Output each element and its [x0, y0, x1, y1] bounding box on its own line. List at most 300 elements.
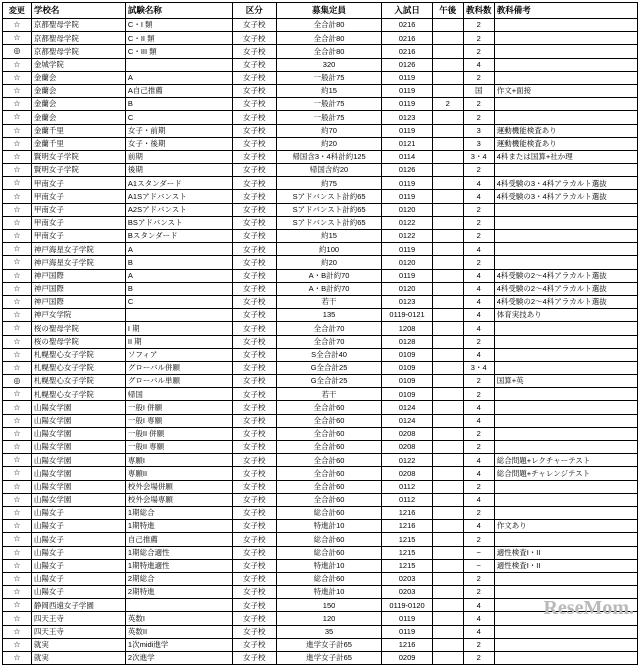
table-row [3, 71, 638, 84]
cell-change: ◎ [3, 45, 32, 58]
cell-subject-count: 2 [463, 98, 494, 111]
cell-exam-name: 1期総合適性 [125, 546, 232, 559]
cell-exam-date: 0124 [382, 414, 432, 427]
cell-exam-date: 0119 [382, 71, 432, 84]
cell-school: 札幌聖心女子学院 [31, 348, 125, 361]
cell-change: ☆ [3, 150, 32, 163]
cell-afternoon [432, 111, 463, 124]
cell-exam-name: A2Sアドバンスト [125, 203, 232, 216]
cell-type: 女子校 [232, 71, 276, 84]
cell-subject-note [494, 401, 637, 414]
cell-subject-note [494, 216, 637, 229]
cell-school: 四天王寺 [31, 612, 125, 625]
cell-type: 女子校 [232, 533, 276, 546]
cell-school: 金城学院 [31, 58, 125, 71]
cell-afternoon [432, 190, 463, 203]
cell-afternoon [432, 361, 463, 374]
cell-subject-count: 2 [463, 427, 494, 440]
cell-subject-count: 2 [463, 375, 494, 388]
cell-exam-date: 1216 [382, 506, 432, 519]
cell-quota: A・B計約70 [276, 269, 382, 282]
cell-type: 女子校 [232, 559, 276, 572]
cell-subject-count: 3 [463, 137, 494, 150]
cell-exam-date: 0109 [382, 388, 432, 401]
cell-afternoon [432, 150, 463, 163]
cell-subject-count: 2 [463, 652, 494, 665]
cell-subject-note [494, 98, 637, 111]
cell-change: ☆ [3, 599, 32, 612]
cell-exam-name: B [125, 98, 232, 111]
cell-quota: 約70 [276, 124, 382, 137]
cell-afternoon [432, 638, 463, 651]
cell-change: ☆ [3, 480, 32, 493]
cell-afternoon [432, 164, 463, 177]
cell-school: 就実 [31, 638, 125, 651]
cell-subject-note [494, 388, 637, 401]
table-row [3, 454, 638, 467]
cell-school: 桜の聖母学院 [31, 322, 125, 335]
table-row [3, 335, 638, 348]
cell-exam-date: 0120 [382, 256, 432, 269]
cell-exam-name [125, 309, 232, 322]
cell-exam-name: B [125, 282, 232, 295]
cell-exam-date: 0122 [382, 230, 432, 243]
table-row [3, 19, 638, 32]
cell-quota: A・B計約70 [276, 282, 382, 295]
cell-subject-count: 4 [463, 190, 494, 203]
cell-quota: 120 [276, 612, 382, 625]
cell-quota: Sアドバンスト計約65 [276, 190, 382, 203]
cell-afternoon [432, 322, 463, 335]
table-row [3, 256, 638, 269]
cell-exam-date: 0119 [382, 243, 432, 256]
cell-afternoon [432, 177, 463, 190]
cell-afternoon [432, 19, 463, 32]
cell-quota: 全合計80 [276, 45, 382, 58]
cell-type: 女子校 [232, 612, 276, 625]
cell-exam-name: 後期 [125, 164, 232, 177]
cell-subject-count: 4 [463, 520, 494, 533]
cell-subject-note: 運動機能検査あり [494, 124, 637, 137]
cell-quota: G全合計25 [276, 361, 382, 374]
cell-school: 金蘭千里 [31, 124, 125, 137]
cell-exam-name: A [125, 243, 232, 256]
table-row [3, 295, 638, 308]
table-row [3, 652, 638, 665]
cell-afternoon [432, 586, 463, 599]
cell-afternoon [432, 441, 463, 454]
cell-quota: Sアドバンスト計約65 [276, 216, 382, 229]
cell-subject-note: 国算+英 [494, 375, 637, 388]
table-row [3, 164, 638, 177]
cell-type: 女子校 [232, 599, 276, 612]
cell-type: 女子校 [232, 572, 276, 585]
cell-exam-name: 女子・前期 [125, 124, 232, 137]
cell-change: ☆ [3, 612, 32, 625]
cell-exam-date: 0123 [382, 295, 432, 308]
cell-afternoon [432, 520, 463, 533]
table-row [3, 401, 638, 414]
cell-subject-count: − [463, 546, 494, 559]
cell-change: ☆ [3, 98, 32, 111]
cell-exam-name: B [125, 256, 232, 269]
cell-exam-date: 0119 [382, 98, 432, 111]
cell-school: 山陽女学園 [31, 401, 125, 414]
cell-exam-date: 0203 [382, 572, 432, 585]
cell-quota: 約100 [276, 243, 382, 256]
cell-exam-date: 0120 [382, 282, 432, 295]
cell-quota: 全合計70 [276, 335, 382, 348]
cell-type: 女子校 [232, 111, 276, 124]
cell-quota: 特進計10 [276, 520, 382, 533]
cell-change: ☆ [3, 164, 32, 177]
cell-type: 女子校 [232, 58, 276, 71]
cell-exam-date: 0203 [382, 586, 432, 599]
cell-quota: 総合計60 [276, 506, 382, 519]
cell-afternoon: 2 [432, 98, 463, 111]
cell-change: ☆ [3, 586, 32, 599]
cell-subject-note: 4科受験の3・4科アラカルト選抜 [494, 190, 637, 203]
table-row [3, 546, 638, 559]
cell-exam-date: 0122 [382, 454, 432, 467]
table-row [3, 493, 638, 506]
cell-subject-note: 4科受験の3・4科アラカルト選抜 [494, 177, 637, 190]
cell-exam-name: 一般I 専願 [125, 414, 232, 427]
cell-subject-note [494, 19, 637, 32]
column-header-subject-count: 教科数 [463, 3, 494, 19]
cell-quota: 若干 [276, 388, 382, 401]
cell-quota: 全合計60 [276, 480, 382, 493]
table-row [3, 269, 638, 282]
cell-exam-name: BSアドバンスト [125, 216, 232, 229]
cell-change: ☆ [3, 137, 32, 150]
table-row [3, 480, 638, 493]
cell-change: ☆ [3, 467, 32, 480]
cell-change: ☆ [3, 361, 32, 374]
cell-subject-count: 4 [463, 322, 494, 335]
cell-type: 女子校 [232, 375, 276, 388]
cell-type: 女子校 [232, 164, 276, 177]
cell-exam-date: 0208 [382, 427, 432, 440]
cell-quota: 35 [276, 625, 382, 638]
cell-school: 甲南女子 [31, 216, 125, 229]
cell-school: 甲南女子 [31, 230, 125, 243]
cell-exam-date: 0208 [382, 467, 432, 480]
cell-exam-date: 0126 [382, 164, 432, 177]
cell-type: 女子校 [232, 309, 276, 322]
exam-schedule-table [2, 2, 638, 665]
schedule-table-page [0, 2, 640, 663]
cell-exam-name: C・III 類 [125, 45, 232, 58]
cell-subject-count: 2 [463, 19, 494, 32]
cell-exam-name: 前期 [125, 150, 232, 163]
cell-exam-date: 0208 [382, 441, 432, 454]
cell-exam-date: 1215 [382, 533, 432, 546]
cell-afternoon [432, 599, 463, 612]
table-row [3, 177, 638, 190]
table-row [3, 467, 638, 480]
cell-subject-note [494, 45, 637, 58]
cell-afternoon [432, 243, 463, 256]
cell-exam-name: 1次midi進学 [125, 638, 232, 651]
cell-exam-date: 0119 [382, 612, 432, 625]
cell-type: 女子校 [232, 124, 276, 137]
cell-afternoon [432, 348, 463, 361]
table-row [3, 599, 638, 612]
cell-afternoon [432, 335, 463, 348]
cell-subject-note: 体育実技あり [494, 309, 637, 322]
cell-quota: 全合計60 [276, 454, 382, 467]
cell-subject-note: 作文+面接 [494, 84, 637, 97]
cell-afternoon [432, 559, 463, 572]
cell-type: 女子校 [232, 427, 276, 440]
cell-change: ☆ [3, 493, 32, 506]
table-row [3, 612, 638, 625]
cell-exam-date: 0119 [382, 625, 432, 638]
cell-afternoon [432, 58, 463, 71]
column-header-exam-name: 試験名称 [125, 3, 232, 19]
cell-school: 金蘭千里 [31, 137, 125, 150]
cell-school: 札幌聖心女子学院 [31, 375, 125, 388]
cell-type: 女子校 [232, 322, 276, 335]
cell-quota: 総合計60 [276, 533, 382, 546]
cell-exam-date: 0109 [382, 348, 432, 361]
cell-change: ☆ [3, 454, 32, 467]
cell-type: 女子校 [232, 335, 276, 348]
cell-subject-count: 2 [463, 111, 494, 124]
column-header-subject-note: 教科備考 [494, 3, 637, 19]
cell-exam-name: 英数I [125, 612, 232, 625]
cell-afternoon [432, 546, 463, 559]
cell-school: 山陽女子 [31, 520, 125, 533]
cell-quota: 全合計60 [276, 467, 382, 480]
cell-afternoon [432, 625, 463, 638]
table-body [3, 19, 638, 665]
cell-quota: 帰国含3・4科計約125 [276, 150, 382, 163]
table-row [3, 203, 638, 216]
cell-exam-name: A1スタンダード [125, 177, 232, 190]
cell-exam-name: 帰国 [125, 388, 232, 401]
cell-subject-note [494, 361, 637, 374]
cell-subject-note [494, 441, 637, 454]
cell-type: 女子校 [232, 45, 276, 58]
cell-type: 女子校 [232, 401, 276, 414]
cell-exam-name: I 期 [125, 322, 232, 335]
cell-change: ☆ [3, 414, 32, 427]
table-row [3, 375, 638, 388]
cell-change: ☆ [3, 506, 32, 519]
cell-school: 甲南女子 [31, 190, 125, 203]
cell-subject-note [494, 322, 637, 335]
cell-change: ◎ [3, 375, 32, 388]
cell-exam-date: 0122 [382, 216, 432, 229]
cell-subject-count: − [463, 559, 494, 572]
cell-subject-count: 4 [463, 493, 494, 506]
cell-school: 山陽女学園 [31, 414, 125, 427]
cell-exam-date: 0112 [382, 480, 432, 493]
table-row [3, 520, 638, 533]
cell-subject-count: 4 [463, 58, 494, 71]
cell-change: ☆ [3, 625, 32, 638]
cell-exam-date: 0119-0121 [382, 309, 432, 322]
cell-change: ☆ [3, 309, 32, 322]
cell-subject-note [494, 71, 637, 84]
cell-afternoon [432, 84, 463, 97]
column-header-change: 変更 [3, 3, 32, 19]
cell-exam-date: 0120 [382, 203, 432, 216]
cell-school: 金蘭会 [31, 71, 125, 84]
cell-afternoon [432, 388, 463, 401]
cell-change: ☆ [3, 652, 32, 665]
cell-change: ☆ [3, 32, 32, 45]
cell-school: 京都聖母学院 [31, 45, 125, 58]
cell-quota: 若干 [276, 295, 382, 308]
cell-quota: 全合計80 [276, 19, 382, 32]
cell-school: 札幌聖心女子学院 [31, 361, 125, 374]
cell-subject-note [494, 230, 637, 243]
cell-quota: 帰国含約20 [276, 164, 382, 177]
cell-quota: 135 [276, 309, 382, 322]
cell-quota: 全合計60 [276, 441, 382, 454]
cell-school: 賢明女子学院 [31, 150, 125, 163]
cell-school: 神戸国際 [31, 295, 125, 308]
table-row [3, 533, 638, 546]
cell-exam-name: 一般II 専願 [125, 441, 232, 454]
cell-change: ☆ [3, 638, 32, 651]
cell-type: 女子校 [232, 388, 276, 401]
cell-change: ☆ [3, 19, 32, 32]
cell-type: 女子校 [232, 520, 276, 533]
cell-exam-name: C [125, 111, 232, 124]
cell-exam-date: 0119 [382, 190, 432, 203]
cell-quota: 総合計60 [276, 572, 382, 585]
cell-exam-date: 0112 [382, 493, 432, 506]
cell-change: ☆ [3, 190, 32, 203]
cell-subject-count: 4 [463, 467, 494, 480]
table-row [3, 322, 638, 335]
table-row [3, 32, 638, 45]
table-row [3, 124, 638, 137]
cell-change: ☆ [3, 58, 32, 71]
cell-school: 桜の聖母学院 [31, 335, 125, 348]
cell-subject-count: 4 [463, 269, 494, 282]
cell-exam-name [125, 58, 232, 71]
cell-afternoon [432, 652, 463, 665]
cell-exam-date: 0216 [382, 45, 432, 58]
cell-school: 山陽女学園 [31, 427, 125, 440]
column-header-school: 学校名 [31, 3, 125, 19]
cell-subject-note [494, 348, 637, 361]
cell-change: ☆ [3, 84, 32, 97]
cell-subject-note: 適性検査I・II [494, 546, 637, 559]
cell-subject-note [494, 652, 637, 665]
cell-subject-count: 4 [463, 295, 494, 308]
cell-exam-date: 0119-0120 [382, 599, 432, 612]
cell-afternoon [432, 295, 463, 308]
cell-quota: 約20 [276, 256, 382, 269]
cell-type: 女子校 [232, 32, 276, 45]
cell-afternoon [432, 427, 463, 440]
cell-exam-name: グローバル併願 [125, 361, 232, 374]
cell-subject-count: 4 [463, 348, 494, 361]
cell-change: ☆ [3, 243, 32, 256]
table-row [3, 414, 638, 427]
cell-quota: 約15 [276, 84, 382, 97]
cell-subject-count: 4 [463, 612, 494, 625]
cell-change: ☆ [3, 427, 32, 440]
cell-quota: 特進計10 [276, 586, 382, 599]
column-header-type: 区分 [232, 3, 276, 19]
table-row [3, 638, 638, 651]
cell-exam-name: 一般I 併願 [125, 401, 232, 414]
cell-school: 山陽女学園 [31, 441, 125, 454]
cell-exam-name: C [125, 295, 232, 308]
cell-quota: 約75 [276, 177, 382, 190]
table-row [3, 84, 638, 97]
cell-subject-note: 4科受験の2～4科アラカルト選抜 [494, 282, 637, 295]
cell-subject-count: 2 [463, 71, 494, 84]
table-row [3, 282, 638, 295]
cell-school: 山陽女子 [31, 572, 125, 585]
cell-subject-count: 2 [463, 441, 494, 454]
table-row [3, 361, 638, 374]
cell-exam-name: 1期特進 [125, 520, 232, 533]
cell-school: 山陽女学園 [31, 480, 125, 493]
cell-school: 神戸女学院 [31, 309, 125, 322]
cell-subject-count: 2 [463, 256, 494, 269]
cell-exam-date: 0119 [382, 177, 432, 190]
cell-exam-name: A1Sアドバンスト [125, 190, 232, 203]
cell-change: ☆ [3, 295, 32, 308]
cell-school: 京都聖母学院 [31, 19, 125, 32]
cell-change: ☆ [3, 177, 32, 190]
cell-quota: 320 [276, 58, 382, 71]
cell-exam-name: 自己推薦 [125, 533, 232, 546]
table-row [3, 58, 638, 71]
cell-afternoon [432, 282, 463, 295]
cell-type: 女子校 [232, 137, 276, 150]
cell-quota: 一般計75 [276, 111, 382, 124]
cell-subject-note [494, 243, 637, 256]
table-row [3, 111, 638, 124]
cell-quota: 全合計60 [276, 414, 382, 427]
cell-type: 女子校 [232, 84, 276, 97]
cell-school: 金蘭会 [31, 84, 125, 97]
cell-school: 山陽女子 [31, 506, 125, 519]
cell-school: 就実 [31, 652, 125, 665]
cell-exam-date: 0114 [382, 150, 432, 163]
cell-subject-note: 総合問題+レクチャーテスト [494, 454, 637, 467]
cell-type: 女子校 [232, 230, 276, 243]
cell-subject-note [494, 493, 637, 506]
cell-subject-note [494, 572, 637, 585]
cell-subject-note [494, 111, 637, 124]
cell-school: 甲南女子 [31, 203, 125, 216]
cell-change: ☆ [3, 216, 32, 229]
table-row [3, 506, 638, 519]
cell-subject-count: 4 [463, 414, 494, 427]
cell-exam-date: 0128 [382, 335, 432, 348]
cell-subject-count: 2 [463, 203, 494, 216]
cell-type: 女子校 [232, 454, 276, 467]
cell-type: 女子校 [232, 506, 276, 519]
cell-exam-name: 1期総合 [125, 506, 232, 519]
cell-subject-count: 4 [463, 243, 494, 256]
cell-school: 賢明女子学院 [31, 164, 125, 177]
cell-subject-count: 2 [463, 230, 494, 243]
cell-type: 女子校 [232, 177, 276, 190]
cell-type: 女子校 [232, 414, 276, 427]
